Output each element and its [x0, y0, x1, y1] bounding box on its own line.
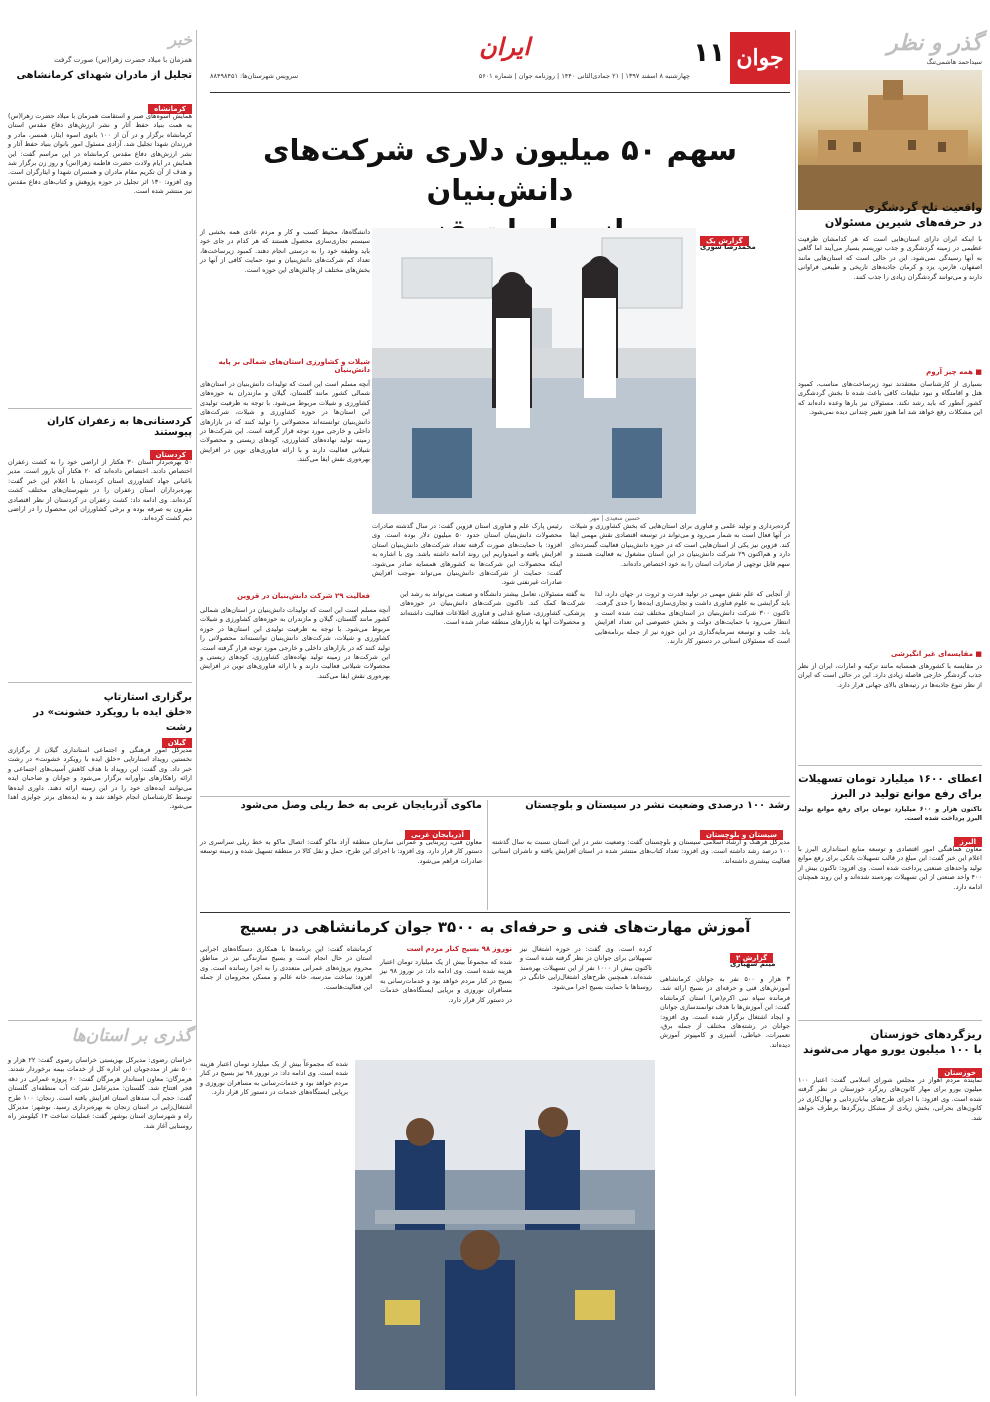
left-item3-body: مدیرکل امور فرهنگی و اجتماعی استانداری گیلان از برگزاری نخستین رویداد استارتاپی «خلق ایده با رویکرد خشونت» در رشت خبر داد. وی گفت: این رویداد با هدف کاهش آسیب‌های اجتماعی و ارائه راهکارهای نوآورانه برگزار می‌شود و جوانان و صاحبان ایده می‌توانند ایده‌های خود را در این زمینه ارائه دهند. داوری ایده‌ها توسط کارشناسان انجام خواهد شد و به ایده‌های برتر جوایزی اهدا می‌شود. [8, 746, 192, 811]
bottom-sub: نوروز ۹۸ بسیج کنار مردم است [406, 945, 512, 953]
right-item2-body: معاون هماهنگی امور اقتصادی و توسعه منابع استانداری البرز با اعلام این خبر گفت: این مبلغ در قالب تسهیلات بانکی برای رفع موانع تولید واحدهای صنعتی پرداخت شده است. وی افزود: تاکنون بیش از ۴۰۰ واحد صنعتی از این تسهیلات بهره‌مند شده‌اند و این روند همچنان ادامه دارد. [798, 845, 982, 891]
right-sub1: ■ همه چیز آروم [926, 368, 982, 376]
logo-text: ایران [479, 32, 530, 61]
bottom-body3: شده که مجموعاً بیش از یک میلیارد تومان اعتبار هزینه شده است. وی ادامه داد: در نوروز ۹۸ نیز بسیج در کنار مردم خواهد بود و خدمات‌رسانی به مسافران نوروزی و برپایی ایستگاه‌های خدمات در دستور کار قرار دارد. [380, 958, 512, 1004]
right-item2-title [798, 772, 982, 802]
bottom-author: میثم شهبازی [730, 960, 776, 968]
right-item1-body: با اینکه ایران دارای استان‌هایی است که هر کدامشان ظرفیت عظیمی در زمینه گردشگری و جذب توریسم بسیار می‌آیند اما گاهی به آنها رسیدگی نمی‌شود. این در حالی است که استان‌هایی مانند اصفهان، فارس، یزد و کرمان جاذبه‌های تاریخی و طبیعی فراوانی دارند و می‌توانند گردشگران زیادی را جذب کنند. [798, 235, 982, 281]
workshop-photo [355, 1060, 655, 1390]
masthead [210, 32, 790, 92]
main-body-col4: از آنجایی که علم نقش مهمی در تولید قدرت و ثروت در جهان دارد، لذا باید گرایشی به علوم فناوری داشت و تجاری‌سازی ایده‌ها را جدی گرفت. تاکنون ۳۰۰ شرکت دانش‌بنیان در استان‌های مختلف ثبت شده است و انتظار می‌رود با حمایت‌های دولت و بخش خصوصی این تعداد افزایش یابد. جلب و توسعه سرمایه‌گذاری در این حوزه نیز از جمله برنامه‌هایی است که مسئولان استانی در دستور کار دارند. [595, 590, 790, 646]
main-author: محمدرضا سوری [700, 243, 756, 251]
main-body-col5: به گفته مسئولان، تعامل بیشتر دانشگاه و صنعت می‌تواند به رشد این شرکت‌ها کمک کند. تاکنون شرکت‌های دانش‌بنیان در حوزه‌های پزشکی، کشاورزی، صنایع غذایی و فناوری اطلاعات فعالیت داشته‌اند و محصولات آنها به بازارهای منطقه صادر شده است. [400, 590, 585, 627]
mid-item2-body: معاون فنی، زیربنایی و عمرانی سازمان منطقه آزاد ماکو گفت: اتصال ماکو به خط ریلی سراسری در دستور کار قرار دارد. وی افزود: با اجرای این طرح، حمل و نقل کالا در منطقه تسهیل شده و زمینه توسعه صادرات فراهم می‌شود. [200, 838, 482, 865]
left-divider-3 [8, 1020, 192, 1021]
right-item1-title [798, 200, 982, 230]
left-column [8, 30, 192, 1396]
bottom-body6 [662, 1060, 663, 1061]
left-section-title: خبر [168, 30, 192, 49]
mid-separator [487, 800, 488, 910]
left-item1-body: همایش اسوه‌های صبر و استقامت همزمان با میلاد حضرت زهرا(س) به همت بنیاد حفظ آثار و نشر ارزش‌های دفاع مقدس استان کرمانشاه برگزار و در آن از ۱۰۰ بانوی اسوه ایثار، همسر، مادر و فرزندان شهدا تجلیل شد. آزادی مسئول امور بانوان بنیاد حفظ آثار و نشر ارزش‌های دفاع مقدس کرمانشاه در این مراسم گفت: این همایش در ایام ولادت حضرت فاطمه زهرا(س) و روز زن برگزار شد و هدف از آن تکریم مقام مادران و همسران شهدا و ایثارگران است. وی افزود: ۱۳۰ اثر تجلیل در حوزه پژوهش و کتاب‌های دفاع مقدس نیز منتشر شده است. [8, 112, 192, 196]
right-item3-title [798, 1027, 982, 1057]
left-item2-body: ۵۰ بهره‌بردار استان ۳۰ هکتار از اراضی خود را به کشت زعفران اختصاص دادند. اختصاص داده‌اند که ۲۰ هکتار آن بارور است. مدیر باغبانی جهاد کشاورزی استان کردستان با اعلام این خبر گفت: بهره‌برداران استان زعفران را در شهرستان‌های مختلف کشت کرده‌اند. وی ادامه داد: کشت زعفران در کردستان از نظر اقتصادی مقرون به صرفه بوده و برخی کشاورزان این محصول را در اراضی دیم کشت کرده‌اند. [8, 458, 192, 523]
left-item3-title-line2: «خلق ایده با رویکرد خشونت» در رشت [33, 707, 192, 733]
lab-photo [372, 228, 696, 514]
bottom-body4: کرمانشاه گفت: این برنامه‌ها با همکاری دستگاه‌های اجرایی استان در حال انجام است و بسیج سازندگی نیز در مناطق محروم پروژه‌های عمرانی متعددی را به اجرا رسانده است. وی افزود: ساخت مدرسه، خانه عالم و مسکن محرومان از جمله این فعالیت‌هاست. [200, 945, 372, 991]
bottom-headline: آموزش مهارت‌های فنی و حرفه‌ای به ۳۵۰۰ جوان کرمانشاهی در بسیج [239, 918, 751, 936]
right-sub2: ■ مقایسه‌ای غیر انگیزشی [890, 650, 982, 658]
mid-item1-tag-label: سیستان و بلوچستان [700, 830, 783, 840]
main-subheading1: شیلات و کشاورزی استان‌های شمالی بر پایه دانش‌بنیان [218, 358, 370, 374]
fortress-photo [798, 70, 982, 210]
main-report-tag-label: گزارش یک [700, 236, 749, 246]
right-item2-tag-label: البرز [954, 837, 982, 847]
left-item1-tag-label: کرمانشاه [148, 104, 192, 114]
mid-item1-title: رشد ۱۰۰ درصدی وضعیت نشر در سیستان و بلوچستان [525, 800, 790, 811]
left-divider-1 [8, 408, 192, 409]
left-divider-2 [8, 682, 192, 683]
right-item3-body: نماینده مردم اهواز در مجلس شورای اسلامی گفت: اعتبار ۱۰۰ میلیون یورو برای مهار کانون‌های ریزگرد خوزستان در نظر گرفته شده است. وی افزود: با اجرای طرح‌های بیابان‌زدایی و نهال‌کاری در کانون‌های بحرانی، بخش زیادی از مشکل ریزگردها برطرف خواهد شد. [798, 1076, 982, 1122]
logo-block: جوان [730, 32, 790, 84]
left-col-separator [196, 30, 197, 1396]
left-item3-tag-label: گیلان [162, 738, 192, 748]
right-item3-tag-label: خوزستان [938, 1068, 982, 1078]
bottom-body1: ۳ هزار و ۵۰۰ نفر به جوانان کرمانشاهی آموزش‌های فنی و حرفه‌ای در بسیج ارائه شد. فرمانده سپاه نبی اکرم(ص) استان کرمانشاه گفت: این آموزش‌ها با هدف توانمندسازی جوانان و ایجاد اشتغال برگزار شده است. وی افزود: جوانان در رشته‌های مختلف از جمله برق، تعمیرات، خیاطی، آشپزی و کامپیوتر آموزش دیده‌اند. [660, 975, 790, 1049]
right-col-separator [795, 30, 796, 1396]
main-headline-line1: سهم ۵۰ میلیون دلاری شرکت‌های دانش‌بنیان [262, 133, 738, 207]
phone-line: سرویس شهرستان‌ها: ۸۸۴۹۸۴۵۱ [210, 72, 299, 80]
left-item3-title-line1: برگزاری استارتاپ [103, 692, 192, 703]
mid-item1-body: مدیرکل فرهنگ و ارشاد اسلامی سیستان و بلوچستان گفت: وضعیت نشر در این استان نسبت به سال گذشته ۱۰۰ درصد رشد داشته است. وی افزود: تعداد کتاب‌های منتشر شده در استان افزایش یافته و ناشران استانی فعالیت بیشتری داشته‌اند. [492, 838, 790, 865]
photo-credit: حسین سعیدی | مهر [590, 515, 641, 522]
left-item2-title: کردستانی‌ها به زعفران کاران پیوستند [47, 416, 192, 438]
main-lead-text: دانشگاه‌ها، محیط کسب و کار و مردم عادی همه بخشی از سیستم تجاری‌سازی محصول هستند که هر کدام در جای خود باید وظیفه خود را به درستی انجام دهند. کمبود زیرساخت‌ها، تعداد کم شرکت‌های دانش‌بنیان و نبود حمایت کافی از آنها در بخش‌های مختلف از چالش‌های این حوزه است. [200, 228, 370, 274]
left-gallery-title: گذری بر استان‌ها [71, 1026, 192, 1046]
right-item2-title-line2: برای رفع موانع تولید در البرز [831, 788, 982, 800]
right-sub1-label: همه چیز آروم [926, 368, 973, 376]
main-body-col1: آنچه مسلم است این است که تولیدات دانش‌بنیان در استان‌های شمالی کشور مانند گلستان، گیلان و مازندران به حوزه‌های کشاورزی و شیلات مربوط می‌شود. با توجه به ظرفیت تولیدی این استان‌ها در حوزه کشاورزی و شیلات، شرکت‌های دانش‌بنیان توانسته‌اند محصولاتی را تولید کنند که در بازارهای داخلی و خارجی مورد توجه قرار گرفته است. این شرکت‌ها در زمینه تولید نهاده‌های کشاورزی، کودهای زیستی و محصولات شیلاتی فعالیت دارند و با ارائه فناوری‌های نوین در افزایش بهره‌وری نقش ایفا می‌کنند. [200, 380, 370, 464]
main-body-col2: گرده‌برداری و تولید علمی و فناوری برای استان‌هایی که بخش کشاورزی و شیلات در آنها فعال است به شمار می‌رود و می‌تواند در توسعه اقتصادی نقش مهمی ایفا کند. قزوین نیز یکی از استان‌هایی است که در حوزه دانش‌بنیان فعالیت گسترده‌ای دارد و هم‌اکنون ۲۹ شرکت دانش‌بنیان در این استان مشغول به فعالیت هستند و سهم قابل توجهی از صادرات استان را به خود اختصاص داده‌اند. [570, 522, 790, 568]
right-sub1-body: بسیاری از کارشناسان معتقدند نبود زیرساخت‌های مناسب، کمبود هتل و اقامتگاه و نبود تبلیغات کافی باعث شده تا بخش گردشگری کشور آنطور که باید رشد نکند. مسئولان نیز بارها وعده داده‌اند که این مشکلات رفع خواهد شد اما هنوز تغییر چندانی دیده نمی‌شود. [798, 380, 982, 417]
bottom-body2: کرده است. وی گفت: در حوزه اشتغال نیز تسهیلاتی برای جوانان در نظر گرفته شده است و تاکنون بیش از ۱۰۰۰ نفر از این تسهیلات بهره‌مند شده‌اند. همچنین طرح‌های اشتغال‌زایی خانگی در روستاها با حمایت بسیج اجرا می‌شود. [520, 945, 652, 991]
page-number: ۱۱ [693, 38, 725, 68]
right-sub2-label: مقایسه‌ای غیر انگیزشی [890, 650, 973, 658]
date-line: چهارشنبه ۸ اسفند ۱۳۹۷ | ۲۱ جمادی‌الثانی ۱۴۴۰ | روزنامه جوان | شماره ۵۶۰۱ [478, 72, 690, 80]
right-item1-title-line2: در حرفه‌های شیرین مسئولان [824, 216, 982, 229]
right-item2-kicker: تاکنون هزار و ۶۰۰ میلیارد تومان برای رفع موانع تولید البرز پرداخت شده است. [798, 805, 982, 823]
right-section-title: گذر و نظر [887, 30, 982, 56]
left-item3-title [8, 690, 192, 735]
left-gallery-body: خراسان رضوی: مدیرکل بهزیستی خراسان رضوی گفت: ۲۲ هزار و ۵۰۰ نفر از مددجویان این اداره کل از خدمات بیمه برخوردار شدند. هرمزگان: معاون استاندار هرمزگان گفت: ۶۰ پروژه عمرانی در دهه فجر افتتاح شد. گلستان: مدیرعامل شرکت آب منطقه‌ای گلستان گفت: حجم آب سدهای استان افزایش یافته است. زنجان: ۱۰۰ طرح اشتغال‌زایی در استان زنجان به بهره‌برداری رسید. بوشهر: مدیرکل راه و شهرسازی استان بوشهر گفت: عملیات ساخت ۱۴ کیلومتر راه روستایی آغاز شد. [8, 1056, 192, 1130]
main-body-col3: رئیس پارک علم و فناوری استان قزوین گفت: در سال گذشته صادرات محصولات دانش‌بنیان استان حدود ۵۰ میلیون دلار بوده است. وی افزود: با حمایت‌های صورت گرفته تعداد شرکت‌های دانش‌بنیان استان افزایش یافته و امیدواریم این روند ادامه داشته باشد. وی با اشاره به اینکه محصولات این شرکت‌ها به کشورهای همسایه صادر می‌شود، گفت: حمایت از شرکت‌های دانش‌بنیان می‌تواند موجب افزایش صادرات غیرنفتی شود. [372, 522, 563, 587]
right-item1-title-line1: واقعیت تلخ گردشگری [864, 201, 982, 214]
masthead-rule [210, 92, 790, 93]
right-sub2-body: در مقایسه با کشورهای همسایه مانند ترکیه و امارات، ایران از نظر جذب گردشگر خارجی فاصله زیادی دارد. این در حالی است که ایران از نظر تنوع جاذبه‌ها در رتبه‌های بالای جهانی قرار دارد. [798, 662, 982, 689]
main-subheading2: فعالیت ۲۹ شرکت دانش‌بنیان در قزوین [237, 592, 370, 600]
main-body-col6: آنچه مسلم است این است که تولیدات دانش‌بنیان در استان‌های شمالی کشور مانند گلستان، گیلان و مازندران به حوزه‌های کشاورزی و شیلات مربوط می‌شود. با توجه به ظرفیت تولیدی این استان‌ها در حوزه کشاورزی و شیلات، شرکت‌های دانش‌بنیان توانسته‌اند محصولاتی را تولید کنند که در بازارهای داخلی و خارجی مورد توجه قرار گرفته است. این شرکت‌ها در زمینه تولید نهاده‌های کشاورزی، کودهای زیستی و محصولات شیلاتی فعالیت دارند و با ارائه فناوری‌های نوین در افزایش بهره‌وری نقش ایفا می‌کنند. [200, 606, 390, 680]
right-column [798, 30, 982, 1396]
bottom-story-rule [200, 912, 790, 913]
bottom-report-tag-label: گزارش ۲ [730, 953, 773, 963]
right-item3-title-line1: ریزگردهای خوزستان [870, 1028, 982, 1041]
right-item3-title-line2: با ۱۰۰ میلیون یورو مهار می‌شوند [802, 1043, 982, 1056]
bottom-body5: شده که مجموعاً بیش از یک میلیارد تومان اعتبار هزینه شده است. وی ادامه داد: در نوروز ۹۸ نیز بسیج در کنار مردم خواهد بود و خدمات‌رسانی به مسافران نوروزی و برپایی ایستگاه‌های خدمات در دستور کار قرار دارد. [200, 1060, 348, 1097]
mid-item2-title: ماکوی آذربایجان غربی به خط ریلی وصل می‌شود [240, 800, 482, 811]
right-divider-2 [798, 1020, 982, 1021]
mid-item2-tag-label: آذربایجان غربی [405, 830, 470, 840]
right-item2-title-line1: اعطای ۱۶۰۰ میلیارد تومان تسهیلات [798, 773, 982, 785]
left-item2-tag-label: کردستان [150, 450, 192, 460]
mid-row-rule [200, 796, 790, 797]
left-item1-kicker: همزمان با میلاد حضرت زهرا(س) صورت گرفت [54, 56, 192, 64]
right-author: سیداحمد هاشمی‌تنگ [926, 58, 982, 66]
right-divider-1 [798, 765, 982, 766]
left-item1-title: تجلیل از مادران شهدای کرمانشاهی [16, 70, 192, 81]
